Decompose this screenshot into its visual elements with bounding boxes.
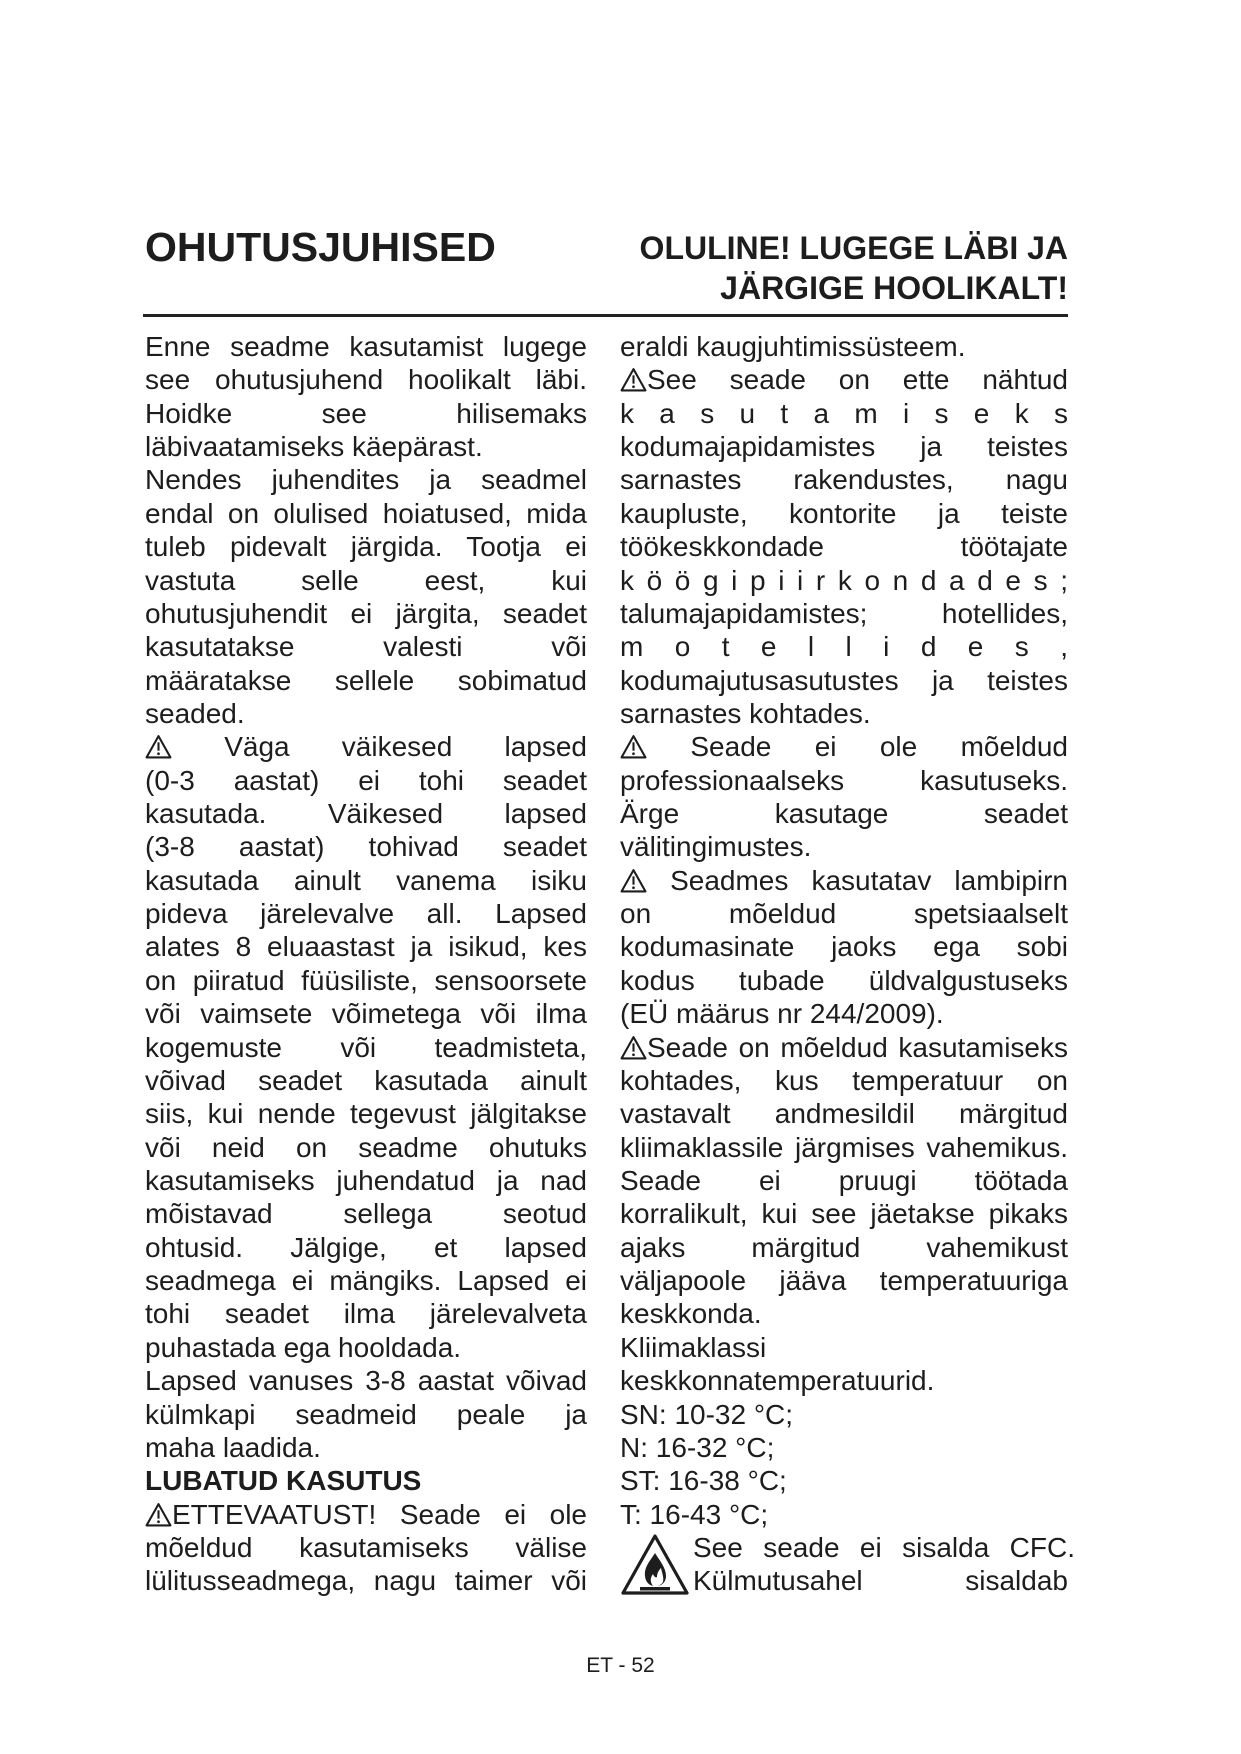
text-line-content: Väga väikesed lapsed bbox=[224, 731, 587, 763]
page-title: OHUTUSJUHISED bbox=[145, 224, 496, 270]
text-line: kliimaklassile järgmises vahemikus. bbox=[620, 1131, 1068, 1163]
text-line: sarnastes rakendustes, nagu bbox=[620, 464, 1068, 496]
text-line: Külmutusahel sisaldab bbox=[693, 1565, 1068, 1597]
text-line: see ohutusjuhend hoolikalt läbi. bbox=[145, 364, 587, 396]
text-line: läbivaatamiseks käepärast. bbox=[145, 431, 483, 463]
text-line: ohutusjuhendit ei järgita, seadet bbox=[145, 597, 587, 629]
text-line: korralikult, kui see jäetakse pikaks bbox=[620, 1198, 1068, 1230]
text-line: kaupluste, kontorite ja teiste bbox=[620, 497, 1068, 529]
climate-class-t: T: 16-43 °C; bbox=[620, 1498, 769, 1530]
warning-icon bbox=[145, 734, 172, 759]
text-line-content: Seadmes kasutatav lambipirn bbox=[670, 864, 1069, 896]
climate-class-sn: SN: 10-32 °C; bbox=[620, 1398, 794, 1430]
text-line: k a s u t a m i s e k s bbox=[620, 397, 1068, 429]
text-line: vastavalt andmesildil märgitud bbox=[620, 1098, 1068, 1130]
text-line: (0-3 aastat) ei tohi seadet bbox=[145, 764, 587, 796]
text-line-content: Seade ei ole mõeldud bbox=[690, 731, 1068, 763]
warning-icon bbox=[620, 1035, 647, 1060]
text-line bbox=[620, 363, 1068, 396]
text-line: on mõeldud spetsiaalselt bbox=[620, 898, 1068, 930]
text-line: endal on olulised hoiatused, mida bbox=[145, 497, 587, 529]
text-line: seaded. bbox=[145, 697, 245, 729]
important-notice bbox=[640, 228, 1068, 308]
text-line-content: ETTEVAATUST! Seade ei ole bbox=[172, 1498, 587, 1530]
text-line: ajaks märgitud vahemikust bbox=[620, 1231, 1068, 1263]
text-line: kodumajutusasutustes ja teistes bbox=[620, 664, 1068, 696]
text-line: keskkonnatemperatuurid. bbox=[620, 1365, 935, 1397]
text-line: Hoidke see hilisemaks bbox=[145, 397, 587, 429]
text-line: tohi seadet ilma järelevalveta bbox=[145, 1298, 587, 1330]
flammable-warning-icon bbox=[620, 1533, 690, 1597]
left-column bbox=[145, 330, 587, 1598]
text-line bbox=[145, 1498, 587, 1531]
text-line: on piiratud füüsiliste, sensoorsete bbox=[145, 964, 587, 996]
text-line: kohtades, kus temperatuur on bbox=[620, 1064, 1068, 1096]
text-line: Lapsed vanuses 3-8 aastat võivad bbox=[145, 1365, 587, 1397]
text-line: või vaimsete võimetega või ilma bbox=[145, 998, 587, 1030]
text-line: m o t e l l i d e s , bbox=[620, 631, 1068, 663]
text-line: mõistavad sellega seotud bbox=[145, 1198, 587, 1230]
text-line: välitingimustes. bbox=[620, 831, 812, 863]
text-line: pideva järelevalve all. Lapsed bbox=[145, 898, 587, 930]
text-line: vastuta selle eest, kui bbox=[145, 564, 587, 596]
text-line: keskkonda. bbox=[620, 1298, 762, 1330]
text-line: töökeskkondade töötajate bbox=[620, 531, 1068, 563]
text-line: k ö ö g i p i i r k o n d a d e s ; bbox=[620, 564, 1068, 596]
section-heading: LUBATUD KASUTUS bbox=[145, 1465, 422, 1497]
warning-icon bbox=[145, 1502, 172, 1527]
text-line: (3-8 aastat) tohivad seadet bbox=[145, 831, 587, 863]
page-number: ET - 52 bbox=[586, 1654, 655, 1677]
text-line: tuleb pidevalt järgida. Tootja ei bbox=[145, 531, 587, 563]
text-line: või neid on seadme ohutuks bbox=[145, 1131, 587, 1163]
text-line: seadmega ei mängiks. Lapsed ei bbox=[145, 1265, 587, 1297]
text-line: kasutada ainult vanema isiku bbox=[145, 864, 587, 896]
header-divider bbox=[143, 314, 1068, 317]
warning-icon bbox=[620, 367, 647, 392]
text-line: Seade ei pruugi töötada bbox=[620, 1164, 1068, 1196]
text-line: eraldi kaugjuhtimissüsteem. bbox=[620, 331, 966, 362]
text-line: Nendes juhendites ja seadmel bbox=[145, 464, 587, 496]
text-line: mõeldud kasutamiseks välise bbox=[145, 1531, 587, 1563]
text-line: kasutatakse valesti või bbox=[145, 631, 587, 663]
text-line: talumajapidamistes; hotellides, bbox=[620, 597, 1068, 629]
notice-line: JÄRGIGE HOOLIKALT! bbox=[720, 270, 1068, 306]
climate-class-st: ST: 16-38 °C; bbox=[620, 1465, 787, 1497]
warning-icon bbox=[620, 734, 647, 759]
text-line: väljapoole jääva temperatuuriga bbox=[620, 1265, 1068, 1297]
text-line bbox=[145, 730, 587, 763]
text-line bbox=[620, 864, 1068, 897]
climate-class-n: N: 16-32 °C; bbox=[620, 1431, 775, 1463]
right-column bbox=[620, 330, 1075, 1598]
text-line: lülitusseadmega, nagu taimer või bbox=[145, 1565, 587, 1597]
text-line: siis, kui nende tegevust jälgitakse bbox=[145, 1098, 587, 1130]
notice-line: OLULINE! LUGEGE LÄBI JA bbox=[639, 230, 1068, 266]
text-line: Enne seadme kasutamist lugege bbox=[145, 331, 587, 362]
text-line: kodus tubade üldvalgustuseks bbox=[620, 964, 1068, 996]
text-line: külmkapi seadmeid peale ja bbox=[145, 1398, 587, 1430]
text-line: Kliimaklassi bbox=[620, 1331, 767, 1363]
text-line: kodumasinate jaoks ega sobi bbox=[620, 931, 1068, 963]
text-line-content: See seade on ette nähtud bbox=[647, 364, 1068, 396]
text-line: See seade ei sisalda CFC. bbox=[693, 1531, 1075, 1563]
text-line: professionaalseks kasutuseks. bbox=[620, 764, 1068, 796]
text-line: alates 8 eluaastast ja isikud, kes bbox=[145, 931, 587, 963]
warning-icon bbox=[620, 868, 647, 893]
text-line bbox=[620, 1031, 1068, 1064]
text-line-content: Seade on mõeldud kasutamiseks bbox=[647, 1031, 1068, 1063]
text-line: võivad seadet kasutada ainult bbox=[145, 1064, 587, 1096]
text-line: sarnastes kohtades. bbox=[620, 697, 871, 729]
text-line: maha laadida. bbox=[145, 1431, 321, 1463]
text-line: Ärge kasutage seadet bbox=[620, 798, 1068, 830]
text-line: kodumajapidamistes ja teistes bbox=[620, 431, 1068, 463]
text-line bbox=[620, 730, 1068, 763]
text-line: ohtusid. Jälgige, et lapsed bbox=[145, 1231, 587, 1263]
text-line: määratakse sellele sobimatud bbox=[145, 664, 587, 696]
text-line: kogemuste või teadmisteta, bbox=[145, 1031, 587, 1063]
text-line: (EÜ määrus nr 244/2009). bbox=[620, 998, 944, 1030]
text-line: kasutada. Väikesed lapsed bbox=[145, 798, 587, 830]
text-line: puhastada ega hooldada. bbox=[145, 1331, 462, 1363]
text-line: kasutamiseks juhendatud ja nad bbox=[145, 1164, 587, 1196]
